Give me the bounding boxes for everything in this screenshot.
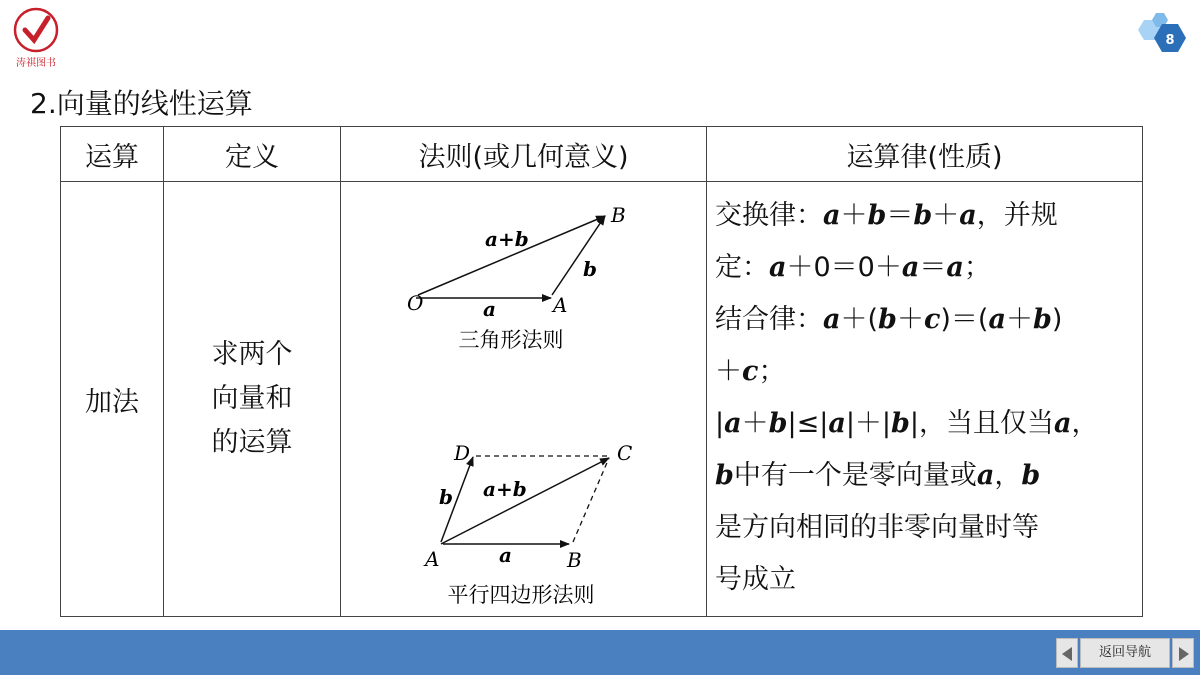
header-definition: 定义 [164,127,341,182]
table-row-addition [61,182,1143,617]
point-c-label: C [617,441,633,465]
parallelogram-rule-diagram [423,441,632,607]
vector-a-label: a [483,297,496,321]
vector-a-plus-b-ac [441,458,609,544]
vector-a-plus-b-label: a+b [483,477,527,501]
triangle-rule-caption: 三角形法则 [458,328,564,352]
property-line: |a＋b|≤|a|＋|b|，当且仅当a， [715,408,1099,439]
vector-b-label: b [583,257,597,281]
triangle-right-icon [1179,647,1189,661]
property-line: 交换律：a＋b＝b＋a，并规 [715,200,1058,231]
point-o-label: O [407,291,424,315]
vector-addition-diagrams [341,182,706,616]
vector-b-label: b [439,485,453,509]
page-number: 8 [1165,33,1175,48]
property-line: b中有一个是零向量或a，b [715,460,1041,491]
property-line: 结合律：a＋(b＋c)＝(a＋b) [715,304,1063,335]
next-page-button[interactable] [1172,638,1194,668]
cell-properties [707,182,1143,617]
definition-line: 求两个 [211,339,293,370]
point-b-label: B [567,548,582,572]
bottom-bar [0,630,1200,675]
triangle-left-icon [1062,647,1072,661]
cell-rule-diagrams [341,182,707,617]
slide-title: 2.向量的线性运算 [30,87,253,120]
parallelogram-rule-caption: 平行四边形法则 [447,583,595,607]
publisher-logo [8,4,64,70]
cell-definition [164,182,341,617]
property-line: ＋c； [715,356,786,387]
header-properties: 运算律(性质) [707,127,1143,182]
point-a-label: A [425,547,440,571]
point-a-label: A [553,293,568,317]
property-line: 定：a＋0＝0＋a＝a； [715,252,991,283]
header-rule: 法则(或几何意义) [341,127,707,182]
triangle-rule-diagram [407,203,626,352]
point-b-label: B [611,203,626,227]
property-line: 是方向相同的非零向量时等 [715,512,1039,543]
prev-page-button[interactable] [1056,638,1078,668]
cell-operation: 加法 [61,182,164,617]
vector-a-label: a [499,543,512,567]
definition-line: 向量和 [211,383,293,414]
table-header-row [61,127,1143,182]
page-number-badge [1128,10,1190,58]
logo-publisher-text: 涛祺图书 [16,58,56,69]
side-bc-dashed [573,458,609,542]
back-to-nav-button[interactable]: 返回导航 [1080,638,1170,668]
property-line: 号成立 [715,564,796,595]
header-operation: 运算 [61,127,164,182]
definition-line: 的运算 [211,427,293,458]
vector-operations-table [60,126,1143,617]
vector-a-plus-b-label: a+b [485,227,529,251]
point-d-label: D [454,441,471,465]
